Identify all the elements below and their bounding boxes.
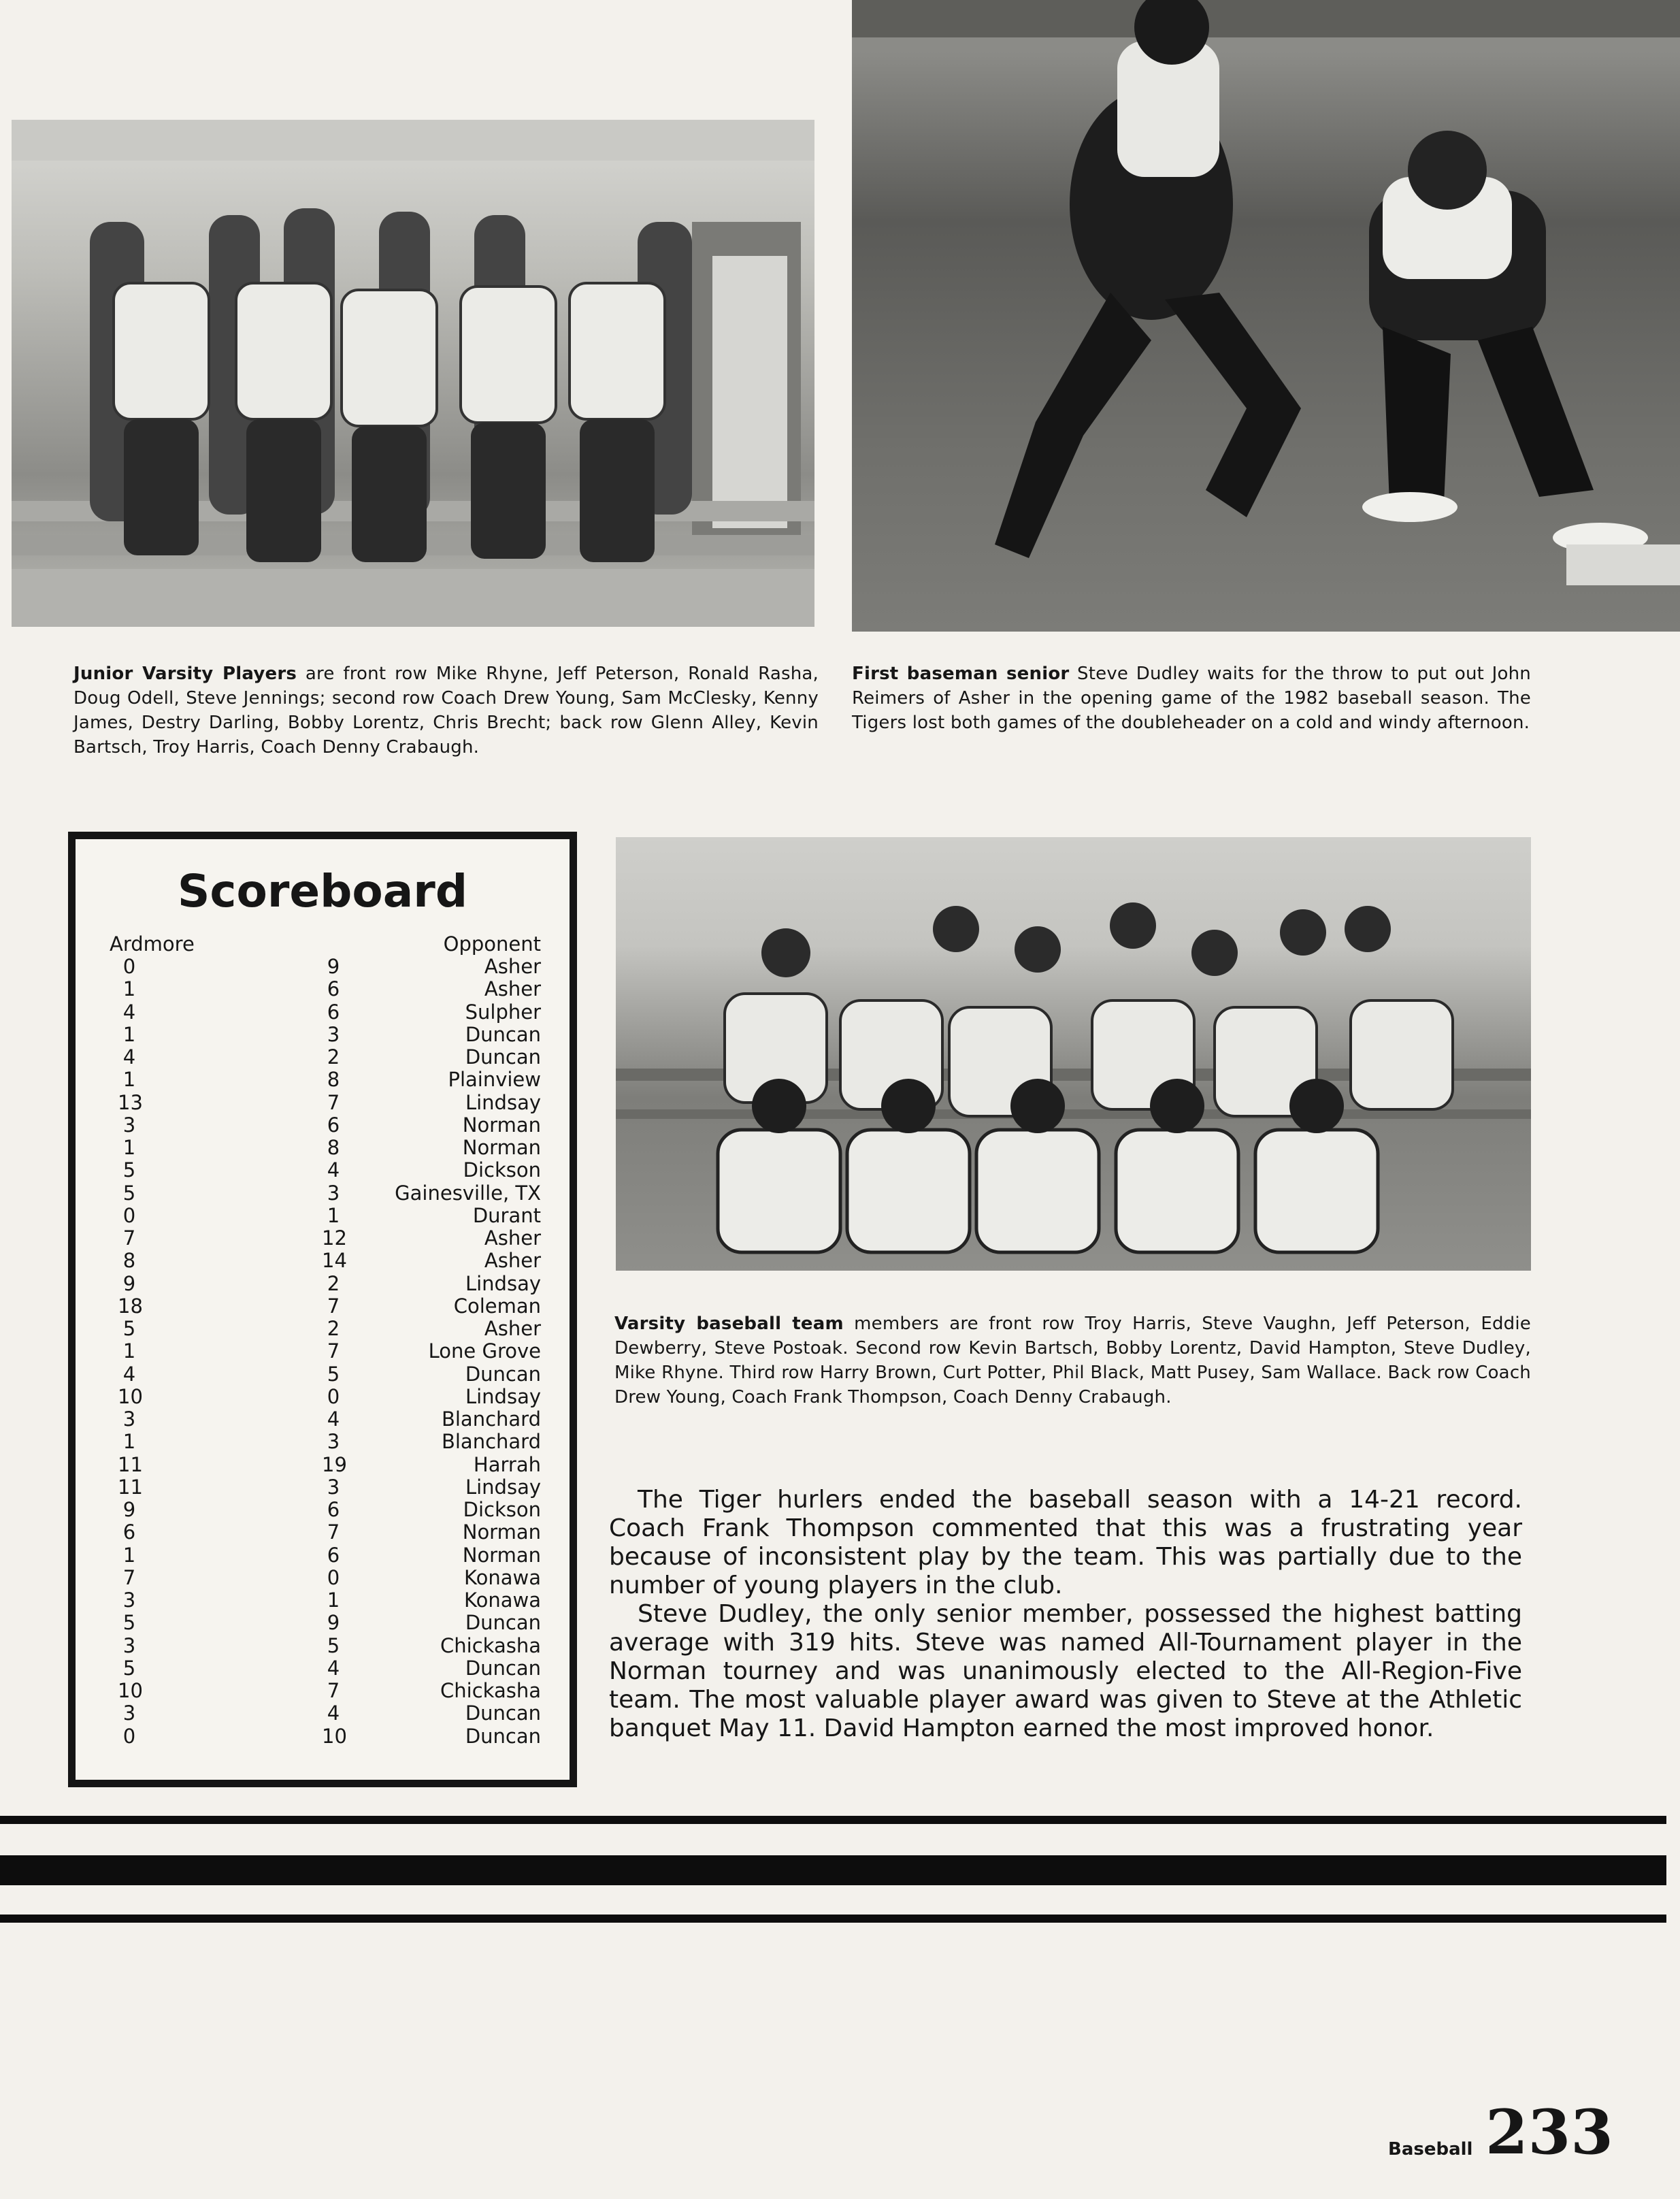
opponent-score: 0 [327, 1565, 340, 1589]
opponent-name: Chickasha [440, 1679, 541, 1702]
ardmore-score: 5 [122, 1181, 136, 1205]
scoreboard-row [76, 1567, 570, 1589]
season-story [609, 1486, 1522, 1743]
ardmore-score: 18 [118, 1294, 143, 1318]
opponent-score: 10 [322, 1724, 347, 1748]
opponent-name: Plainview [448, 1068, 541, 1092]
scoreboard-row [76, 1046, 570, 1069]
opponent-score: 6 [327, 1113, 340, 1137]
scoreboard-row [76, 1612, 570, 1634]
scoreboard-row [76, 1589, 570, 1612]
scoreboard-row [76, 1680, 570, 1702]
jv-caption-text: are front row Mike Rhyne, Jeff Peterson, Ronald Rasha, Doug Odell, Steve Jennings; second row Coach Drew Young, Sam McClesky, Kenny James, Destry Darling, Bobby Lorentz, Chris Brecht; back row Glenn Alley, Kevin Bartsch, Troy Harris, Coach Denny Crabaugh. [73, 664, 819, 758]
scoreboard-row [76, 1702, 570, 1725]
opponent-name: Duncan [465, 1656, 541, 1680]
opponent-score: 3 [327, 1430, 340, 1454]
ardmore-score: 3 [122, 1633, 136, 1657]
opponent-name: Chickasha [440, 1633, 541, 1657]
scoreboard-row [76, 1295, 570, 1318]
opponent-score: 6 [327, 1000, 340, 1024]
opponent-name: Blanchard [441, 1430, 541, 1454]
scoreboard-row [76, 1340, 570, 1363]
divider-stripe-middle [0, 1855, 1666, 1885]
opponent-name: Blanchard [441, 1407, 541, 1431]
opponent-score: 7 [327, 1520, 340, 1544]
opponent-score: 4 [327, 1701, 340, 1725]
scoreboard-row [76, 1499, 570, 1521]
opponent-score: 5 [327, 1362, 340, 1386]
scoreboard-row [76, 1137, 570, 1159]
opponent-name: Lindsay [465, 1271, 541, 1295]
ardmore-score: 3 [122, 1407, 136, 1431]
ardmore-score: 3 [122, 1589, 136, 1612]
scoreboard-box [68, 832, 577, 1787]
scoreboard-row [76, 1725, 570, 1748]
opponent-score: 0 [327, 1384, 340, 1408]
scoreboard-row [76, 1182, 570, 1205]
jv-caption-lead: Junior Varsity Players [73, 664, 297, 684]
opponent-name: Sulpher [465, 1000, 541, 1024]
opponent-name: Lone Grove [428, 1339, 541, 1363]
opponent-score: 2 [327, 1045, 340, 1069]
ardmore-score: 1 [122, 977, 136, 1001]
opponent-score: 7 [327, 1339, 340, 1363]
opponent-score: 1 [327, 1589, 340, 1612]
opponent-name: Duncan [465, 1045, 541, 1069]
ardmore-score: 0 [122, 955, 136, 978]
scoreboard-row [76, 1408, 570, 1431]
ardmore-score: 0 [122, 1203, 136, 1227]
scoreboard-row [76, 1024, 570, 1046]
opponent-score: 2 [327, 1271, 340, 1295]
ardmore-score: 5 [122, 1656, 136, 1680]
varsity-caption-lead: Varsity baseball team [614, 1314, 844, 1334]
scoreboard-title: Scoreboard [177, 865, 468, 917]
ardmore-score: 1 [122, 1339, 136, 1363]
opponent-score: 9 [327, 955, 340, 978]
opponent-score: 7 [327, 1090, 340, 1114]
opponent-name: Harrah [473, 1452, 541, 1476]
scoreboard-row [76, 1635, 570, 1657]
first-baseman-photo [852, 0, 1680, 632]
opponent-name: Lindsay [465, 1384, 541, 1408]
scoreboard-row [76, 1521, 570, 1544]
opponent-score: 19 [322, 1452, 347, 1476]
story-paragraph-2: Steve Dudley, the only senior member, possessed the highest batting average with 319 hits. Steve was named All-Tournament player in the Norman tourney and was unanimously elected to the All-Region-Five team. The most valuable player award was given to Steve at the Athletic banquet May 11. David Hampton earned the most improved honor. [609, 1600, 1522, 1742]
varsity-team-photo [616, 837, 1531, 1271]
first-baseman-caption [852, 662, 1531, 735]
opponent-name: Konawa [464, 1565, 541, 1589]
jv-caption [73, 662, 819, 760]
ardmore-score: 1 [122, 1022, 136, 1046]
ardmore-score: 5 [122, 1611, 136, 1635]
ardmore-score: 0 [122, 1724, 136, 1748]
scoreboard-row [76, 1318, 570, 1340]
scoreboard-row [76, 1069, 570, 1091]
ardmore-score: 1 [122, 1136, 136, 1159]
opponent-name: Asher [484, 1249, 541, 1273]
opponent-score: 3 [327, 1475, 340, 1499]
opponent-name: Dickson [463, 1498, 541, 1521]
ardmore-score: 1 [122, 1068, 136, 1092]
opponent-name: Asher [484, 1226, 541, 1250]
ardmore-score: 7 [122, 1565, 136, 1589]
opponent-score: 8 [327, 1068, 340, 1092]
ardmore-score: 5 [122, 1158, 136, 1182]
first-baseman-caption-text: Steve Dudley waits for the throw to put out John Reimers of Asher in the opening game of the 1982 baseball season. The Tigers lost both games of the doubleheader on a cold and windy afternoon. [852, 664, 1531, 733]
opponent-score: 3 [327, 1181, 340, 1205]
opponent-score: 14 [322, 1249, 347, 1273]
varsity-caption-text: members are front row Troy Harris, Steve Vaughn, Jeff Peterson, Eddie Dewberry, Steve Postoak. Second row Kevin Bartsch, Bobby Lorentz, David Hampton, Steve Dudley, Mike Rhyne. Third row Harry Brown, Curt Potter, Phil Black, Matt Pusey, Sam Wallace. Back row Coach Drew Young, Coach Frank Thompson, Coach Denny Crabaugh. [614, 1314, 1531, 1407]
opponent-score: 1 [327, 1203, 340, 1227]
scoreboard-row [76, 1250, 570, 1272]
opponent-name: Asher [484, 955, 541, 978]
opponent-name: Coleman [453, 1294, 541, 1318]
folio-section-label: Baseball [1388, 2139, 1473, 2160]
scoreboard-row [76, 1476, 570, 1499]
ardmore-score: 9 [122, 1271, 136, 1295]
opponent-name: Norman [462, 1113, 541, 1137]
scoreboard-row [76, 1363, 570, 1386]
scoreboard-row [76, 978, 570, 1000]
ardmore-score: 6 [122, 1520, 136, 1544]
opponent-score: 4 [327, 1158, 340, 1182]
ardmore-score: 1 [122, 1543, 136, 1567]
ardmore-score: 5 [122, 1317, 136, 1340]
ardmore-score: 10 [118, 1384, 143, 1408]
opponent-score: 8 [327, 1136, 340, 1159]
scoreboard-row [76, 956, 570, 978]
opponent-name: Lindsay [465, 1090, 541, 1114]
ardmore-score: 3 [122, 1701, 136, 1725]
opponent-score: 6 [327, 977, 340, 1001]
ardmore-score: 8 [122, 1249, 136, 1273]
opponent-name: Duncan [465, 1022, 541, 1046]
jv-team-photo [12, 120, 814, 627]
opponent-score: 3 [327, 1022, 340, 1046]
story-paragraph-1: The Tiger hurlers ended the baseball season with a 14-21 record. Coach Frank Thompson commented that this was a frustrating year because of inconsistent play by the team. This was partially due to the number of young players in the club. [609, 1486, 1522, 1599]
scoreboard-row [76, 1657, 570, 1680]
ardmore-score: 7 [122, 1226, 136, 1250]
opponent-name: Gainesville, TX [395, 1181, 541, 1205]
scoreboard-row [76, 1544, 570, 1567]
scoreboard-team-header: Ardmore [110, 932, 195, 956]
scoreboard-row [76, 1386, 570, 1408]
varsity-caption [614, 1312, 1531, 1410]
scoreboard-results [76, 956, 570, 1748]
opponent-name: Lindsay [465, 1475, 541, 1499]
opponent-name: Norman [462, 1520, 541, 1544]
page-number: 233 [1485, 2096, 1613, 2168]
scoreboard-opponent-header: Opponent [443, 932, 541, 956]
opponent-name: Duncan [465, 1724, 541, 1748]
first-baseman-caption-lead: First baseman senior [852, 664, 1070, 684]
opponent-name: Dickson [463, 1158, 541, 1182]
divider-stripe-top [0, 1816, 1666, 1824]
ardmore-score: 11 [118, 1452, 143, 1476]
opponent-score: 9 [327, 1611, 340, 1635]
opponent-score: 7 [327, 1294, 340, 1318]
opponent-score: 6 [327, 1498, 340, 1521]
opponent-name: Norman [462, 1136, 541, 1159]
ardmore-score: 1 [122, 1430, 136, 1454]
opponent-score: 7 [327, 1679, 340, 1702]
divider-stripe-bottom [0, 1915, 1666, 1923]
opponent-score: 6 [327, 1543, 340, 1567]
opponent-name: Asher [484, 1317, 541, 1340]
opponent-name: Duncan [465, 1701, 541, 1725]
opponent-name: Konawa [464, 1589, 541, 1612]
opponent-name: Duncan [465, 1362, 541, 1386]
ardmore-score: 9 [122, 1498, 136, 1521]
opponent-name: Asher [484, 977, 541, 1001]
ardmore-score: 4 [122, 1362, 136, 1386]
scoreboard-row [76, 1114, 570, 1137]
scoreboard-row [76, 1001, 570, 1024]
scoreboard-row [76, 1159, 570, 1182]
scoreboard-row [76, 1454, 570, 1476]
ardmore-score: 3 [122, 1113, 136, 1137]
opponent-score: 4 [327, 1407, 340, 1431]
ardmore-score: 4 [122, 1000, 136, 1024]
ardmore-score: 11 [118, 1475, 143, 1499]
ardmore-score: 10 [118, 1679, 143, 1702]
scoreboard-row [76, 1273, 570, 1295]
ardmore-score: 13 [118, 1090, 143, 1114]
opponent-score: 2 [327, 1317, 340, 1340]
opponent-name: Duncan [465, 1611, 541, 1635]
ardmore-score: 4 [122, 1045, 136, 1069]
opponent-name: Durant [472, 1203, 541, 1227]
scoreboard-row [76, 1431, 570, 1453]
opponent-score: 4 [327, 1656, 340, 1680]
scoreboard-row [76, 1205, 570, 1227]
scoreboard-row [76, 1227, 570, 1250]
opponent-score: 5 [327, 1633, 340, 1657]
opponent-score: 12 [322, 1226, 347, 1250]
opponent-name: Norman [462, 1543, 541, 1567]
scoreboard-row [76, 1092, 570, 1114]
